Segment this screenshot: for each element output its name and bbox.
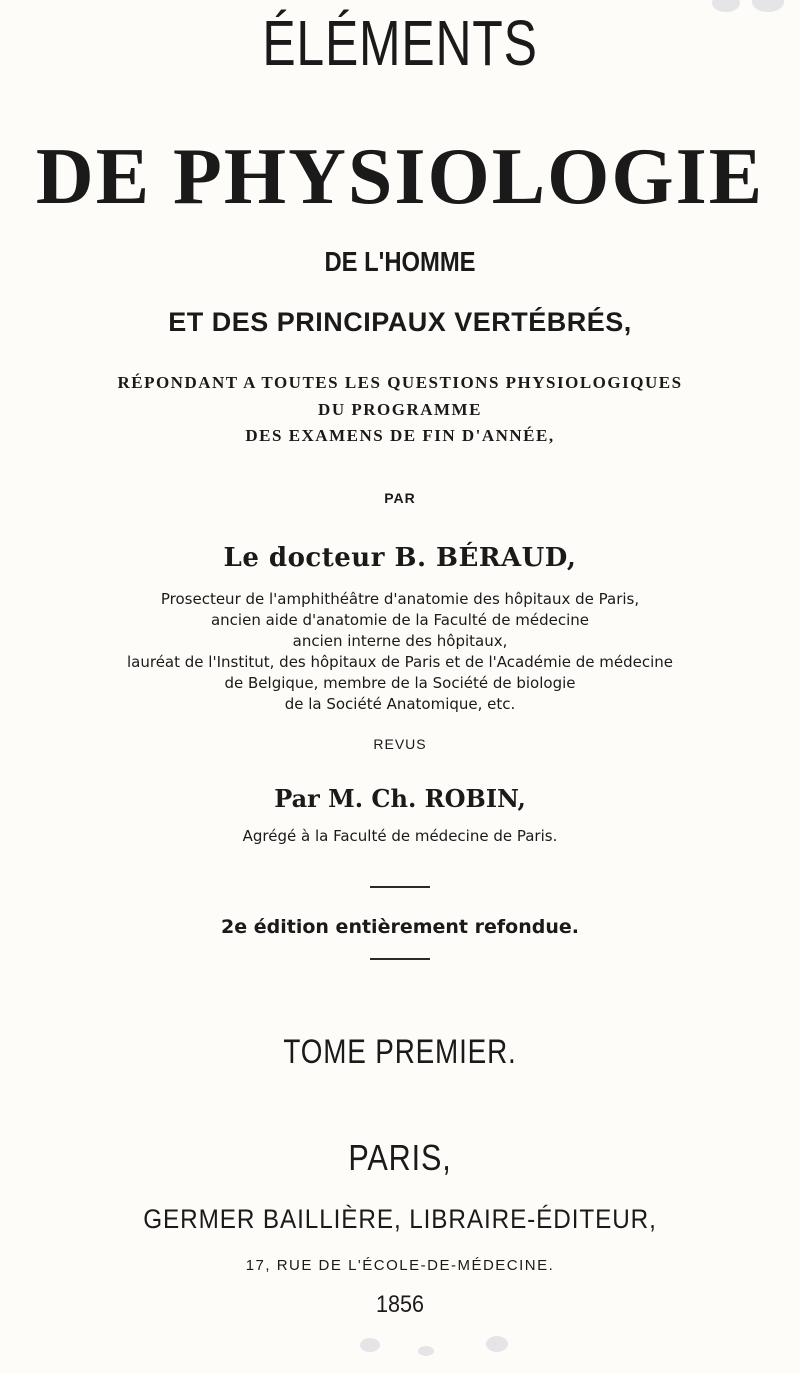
ink-stain bbox=[486, 1336, 508, 1352]
reviser-credential: Agrégé à la Faculté de médecine de Paris. bbox=[242, 827, 558, 845]
subtitle-programme: DU PROGRAMME bbox=[318, 400, 482, 419]
author-credential: ancien interne des hôpitaux, bbox=[292, 632, 508, 650]
imprint-publisher: GERMER BAILLIÈRE, LIBRAIRE-ÉDITEUR, bbox=[143, 1204, 657, 1234]
imprint-address: 17, RUE DE L'ÉCOLE-DE-MÉDECINE. bbox=[245, 1257, 555, 1274]
ink-stain bbox=[418, 1346, 434, 1356]
author-credential: de la Société Anatomique, etc. bbox=[284, 695, 516, 713]
title-line-elements: ÉLÉMENTS bbox=[262, 7, 538, 79]
imprint-city: PARIS, bbox=[348, 1137, 452, 1178]
author-credential: ancien aide d'anatomie de la Faculté de médecine bbox=[210, 611, 589, 629]
volume-label: TOME PREMIER. bbox=[283, 1033, 517, 1071]
ink-stain bbox=[712, 0, 740, 12]
divider-rule bbox=[370, 886, 430, 888]
author-credential: de Belgique, membre de la Société de biologie bbox=[224, 674, 576, 692]
title-line-homme: DE L'HOMME bbox=[324, 246, 476, 277]
author-credential: lauréat de l'Institut, des hôpitaux de Paris et de l'Académie de médecine bbox=[126, 653, 674, 671]
reviser-name: Par M. Ch. ROBIN, bbox=[274, 784, 526, 813]
subtitle-repondant: RÉPONDANT A TOUTES LES QUESTIONS PHYSIOLOGIQUES bbox=[117, 373, 683, 392]
by-label: PAR bbox=[384, 490, 416, 506]
author-name: Le docteur B. BÉRAUD, bbox=[223, 543, 577, 573]
edition-note: 2e édition entièrement refondue. bbox=[221, 916, 579, 938]
revised-label: REVUS bbox=[373, 736, 427, 752]
title-line-physiologie: DE PHYSIOLOGIE bbox=[35, 133, 765, 221]
imprint-year: 1856 bbox=[375, 1291, 425, 1318]
divider-rule bbox=[370, 958, 430, 960]
author-credential: Prosecteur de l'amphithéâtre d'anatomie des hôpitaux de Paris, bbox=[160, 590, 640, 608]
subtitle-examens: DES EXAMENS DE FIN D'ANNÉE, bbox=[245, 426, 555, 445]
ink-stain bbox=[752, 0, 784, 12]
ink-stain bbox=[360, 1338, 380, 1352]
subtitle-vertebres: ET DES PRINCIPAUX VERTÉBRÉS, bbox=[168, 307, 632, 337]
